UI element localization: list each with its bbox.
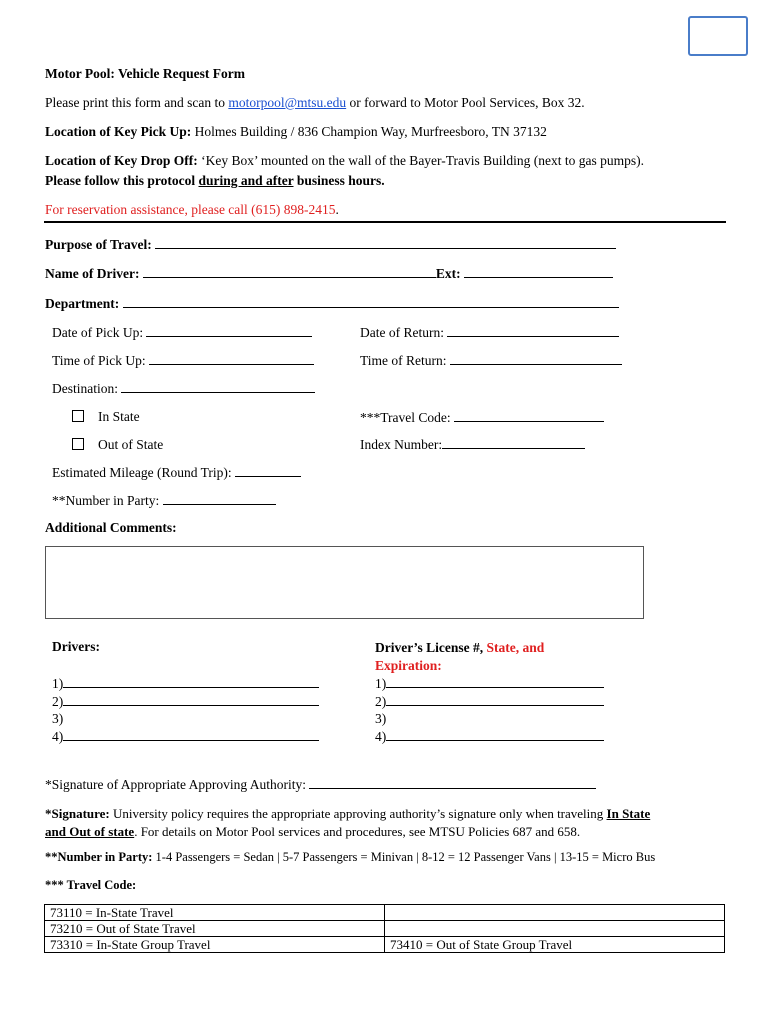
purpose-field bbox=[45, 236, 616, 253]
table-row bbox=[45, 937, 725, 953]
dropoff-location bbox=[45, 153, 644, 169]
return-time-input[interactable] bbox=[450, 352, 622, 365]
protocol-underline: during and after bbox=[198, 173, 294, 188]
in-state-label: In State bbox=[98, 409, 140, 424]
pickup-date-input[interactable] bbox=[146, 324, 312, 337]
return-date-input[interactable] bbox=[447, 324, 619, 337]
travel-code-heading: *** Travel Code: bbox=[45, 878, 137, 892]
driver-name-field bbox=[45, 265, 613, 282]
out-of-state-label: Out of State bbox=[98, 437, 164, 452]
table-cell: 73310 = In-State Group Travel bbox=[45, 937, 385, 953]
travel-code-label: ***Travel Code: bbox=[360, 410, 451, 425]
party-label: **Number in Party: bbox=[52, 493, 160, 508]
in-state-checkbox[interactable] bbox=[72, 410, 84, 422]
dropoff-value: ‘Key Box’ mounted on the wall of the Bayer-Travis Building (next to gas pumps). bbox=[197, 153, 645, 168]
party-note bbox=[45, 850, 655, 865]
signature-label: *Signature of Appropriate Approving Authority: bbox=[45, 777, 306, 792]
party-note-text: 1-4 Passengers = Sedan | 5-7 Passengers = Minivan | 8-12 = 12 Passenger Vans | 13-15 = Micro Bus bbox=[152, 850, 656, 864]
reservation-period: . bbox=[335, 202, 339, 217]
driver-list bbox=[52, 675, 319, 745]
reservation-text: For reservation assistance, please call (615) 898-2415 bbox=[45, 202, 336, 217]
license-row bbox=[375, 693, 604, 711]
travel-code-table bbox=[44, 904, 725, 953]
return-date-label: Date of Return: bbox=[360, 325, 444, 340]
table-row bbox=[45, 905, 725, 921]
pickup-date-label: Date of Pick Up: bbox=[52, 325, 144, 340]
pickup-value: Holmes Building / 836 Champion Way, Murfreesboro, TN 37132 bbox=[191, 124, 547, 139]
intro-suffix: or forward to Motor Pool Services, Box 32. bbox=[346, 95, 585, 110]
return-time-field bbox=[360, 352, 622, 369]
destination-label: Destination: bbox=[52, 381, 118, 396]
divider bbox=[44, 221, 726, 223]
driver-row bbox=[52, 728, 319, 746]
table-cell: 73110 = In-State Travel bbox=[45, 905, 385, 921]
signature-note-in-state: In State bbox=[606, 806, 651, 821]
pickup-time-input[interactable] bbox=[149, 352, 314, 365]
license-4-input[interactable] bbox=[386, 728, 604, 741]
license-header-black: Driver’s License #, bbox=[375, 640, 487, 655]
intro-line bbox=[45, 95, 585, 111]
index-number-field bbox=[360, 436, 585, 453]
drivers-header: Drivers: bbox=[52, 639, 100, 654]
table-cell bbox=[385, 921, 725, 937]
driver-row bbox=[52, 675, 319, 693]
license-header-expiration: Expiration: bbox=[375, 658, 442, 673]
mileage-input[interactable] bbox=[235, 464, 301, 477]
driver-row-number: 4) bbox=[52, 728, 64, 744]
license-list bbox=[375, 675, 604, 745]
comments-textarea[interactable] bbox=[45, 546, 644, 619]
driver-2-input[interactable] bbox=[63, 693, 319, 706]
pickup-date-field bbox=[52, 324, 312, 341]
driver-4-input[interactable] bbox=[63, 728, 319, 741]
driver-1-input[interactable] bbox=[63, 675, 319, 688]
travel-code-input[interactable] bbox=[454, 409, 604, 422]
license-row-number: 4) bbox=[375, 728, 387, 744]
mileage-label: Estimated Mileage (Round Trip): bbox=[52, 465, 232, 480]
form-title: Motor Pool: Vehicle Request Form bbox=[45, 66, 245, 81]
party-input[interactable] bbox=[163, 492, 276, 505]
pickup-location bbox=[45, 124, 547, 140]
purpose-input[interactable] bbox=[155, 236, 616, 249]
reservation-line bbox=[45, 202, 339, 218]
out-of-state-checkbox[interactable] bbox=[72, 438, 84, 450]
destination-input[interactable] bbox=[121, 380, 315, 393]
table-cell: 73210 = Out of State Travel bbox=[45, 921, 385, 937]
mileage-field bbox=[52, 464, 301, 481]
out-of-state-option[interactable] bbox=[72, 437, 163, 453]
email-link[interactable]: motorpool@mtsu.edu bbox=[228, 95, 347, 110]
driver-row bbox=[52, 693, 319, 711]
license-header bbox=[375, 639, 544, 675]
comments-label: Additional Comments: bbox=[45, 520, 177, 535]
pickup-time-label: Time of Pick Up: bbox=[52, 353, 146, 368]
driver-row-number: 1) bbox=[52, 676, 64, 691]
driver-row-number: 2) bbox=[52, 693, 64, 709]
ext-label: Ext: bbox=[435, 266, 461, 281]
protocol-prefix: Please follow this protocol bbox=[45, 173, 199, 188]
signature-note-text: University policy requires the appropriate approving authority’s signature only when traveling bbox=[109, 806, 607, 821]
department-label: Department: bbox=[45, 296, 120, 311]
signature-field bbox=[45, 776, 596, 793]
signature-note-label: *Signature: bbox=[45, 806, 110, 821]
license-row-number: 2) bbox=[375, 693, 387, 709]
corner-box bbox=[688, 16, 748, 56]
driver-row bbox=[52, 710, 319, 728]
table-cell: 73410 = Out of State Group Travel bbox=[385, 937, 725, 953]
license-row-number: 3) bbox=[375, 711, 387, 726]
destination-field bbox=[52, 380, 315, 397]
department-input[interactable] bbox=[123, 295, 619, 308]
license-row bbox=[375, 728, 604, 746]
pickup-label: Location of Key Pick Up: bbox=[45, 124, 192, 139]
travel-code-field bbox=[360, 409, 604, 426]
in-state-option[interactable] bbox=[72, 409, 140, 425]
table-cell bbox=[385, 905, 725, 921]
license-row bbox=[375, 710, 604, 728]
protocol-line bbox=[45, 173, 385, 189]
pickup-time-field bbox=[52, 352, 314, 369]
license-header-red: State, and bbox=[486, 640, 545, 655]
party-field bbox=[52, 492, 276, 509]
index-number-input[interactable] bbox=[442, 436, 585, 449]
signature-input[interactable] bbox=[309, 776, 596, 789]
driver-name-input[interactable] bbox=[143, 265, 436, 278]
index-number-label: Index Number: bbox=[360, 437, 443, 452]
driver-row-number: 3) bbox=[52, 711, 64, 726]
license-2-input[interactable] bbox=[386, 693, 604, 706]
signature-note-out-of-state: and Out of state bbox=[45, 824, 135, 839]
signature-note bbox=[45, 805, 735, 841]
signature-note-text-2: . For details on Motor Pool services and procedures, see MTSU Policies 687 and 658. bbox=[134, 824, 581, 839]
party-note-label: **Number in Party: bbox=[45, 850, 153, 864]
license-row bbox=[375, 675, 604, 693]
return-date-field bbox=[360, 324, 619, 341]
department-field bbox=[45, 295, 619, 312]
table-row bbox=[45, 921, 725, 937]
license-row-number: 1) bbox=[375, 676, 387, 691]
return-time-label: Time of Return: bbox=[360, 353, 447, 368]
driver-name-label: Name of Driver: bbox=[45, 266, 140, 281]
license-1-input[interactable] bbox=[386, 675, 604, 688]
protocol-suffix: business hours. bbox=[293, 173, 385, 188]
dropoff-label: Location of Key Drop Off: bbox=[45, 153, 198, 168]
purpose-label: Purpose of Travel: bbox=[45, 237, 152, 252]
intro-prefix: Please print this form and scan to bbox=[45, 95, 229, 110]
ext-input[interactable] bbox=[464, 265, 613, 278]
